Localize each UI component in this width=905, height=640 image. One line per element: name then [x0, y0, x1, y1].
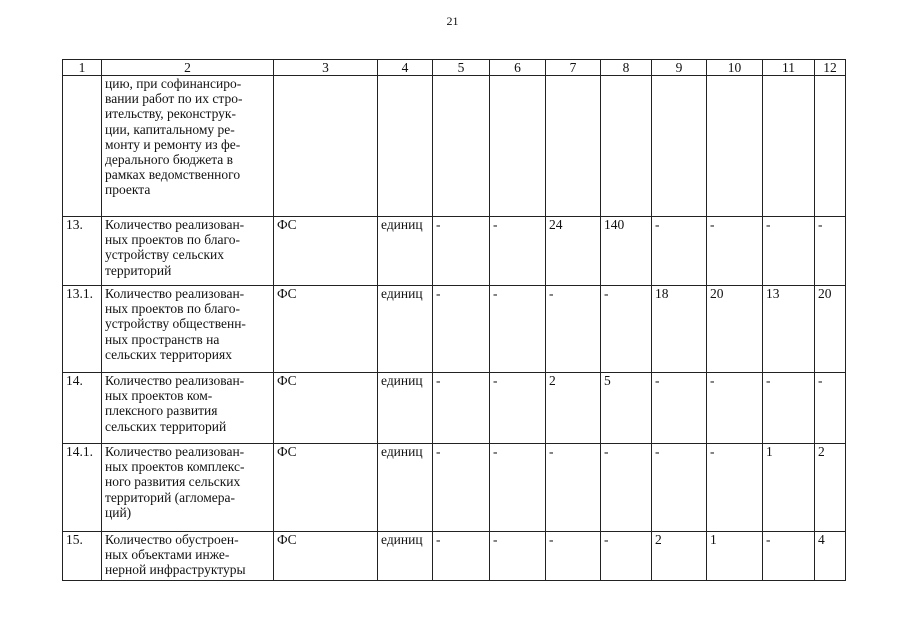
table-cell: единиц	[378, 444, 433, 532]
table-cell: -	[433, 217, 490, 286]
table-cell	[274, 76, 378, 217]
table-row	[63, 373, 846, 444]
column-number-row	[63, 60, 846, 76]
table-cell: -	[707, 373, 763, 444]
table-cell: -	[707, 217, 763, 286]
column-header: 2	[102, 60, 274, 76]
column-header: 3	[274, 60, 378, 76]
table-cell	[433, 76, 490, 217]
table-cell: -	[652, 217, 707, 286]
row-number-cell	[63, 76, 102, 217]
row-number-cell: 13.	[63, 217, 102, 286]
table-cell: -	[652, 444, 707, 532]
table-row	[63, 444, 846, 532]
table-cell: -	[490, 217, 546, 286]
table-cell	[652, 76, 707, 217]
column-header: 1	[63, 60, 102, 76]
table-cell: 2	[652, 532, 707, 581]
table-row	[63, 217, 846, 286]
table-cell: ФС	[274, 373, 378, 444]
table-cell: -	[763, 532, 815, 581]
table-cell: -	[490, 373, 546, 444]
column-header: 5	[433, 60, 490, 76]
column-header: 11	[763, 60, 815, 76]
table-cell: единиц	[378, 373, 433, 444]
table-row	[63, 532, 846, 581]
table-row	[63, 286, 846, 373]
table-cell: 5	[601, 373, 652, 444]
table-body	[63, 76, 846, 581]
table-cell: -	[601, 286, 652, 373]
column-header: 10	[707, 60, 763, 76]
row-number-cell: 14.	[63, 373, 102, 444]
table-cell: -	[433, 286, 490, 373]
table-cell: -	[763, 373, 815, 444]
table-cell: -	[815, 373, 846, 444]
column-header: 12	[815, 60, 846, 76]
table-cell: -	[546, 444, 601, 532]
table-cell: -	[707, 444, 763, 532]
table-cell	[546, 76, 601, 217]
indicators-table	[62, 59, 846, 581]
table-cell: 13	[763, 286, 815, 373]
table-cell: единиц	[378, 286, 433, 373]
table-cell: -	[546, 286, 601, 373]
table-cell: 2	[815, 444, 846, 532]
column-header: 8	[601, 60, 652, 76]
table-row	[63, 76, 846, 217]
indicator-name-cell: цию, при софинансиро- вании работ по их стро- ительству, реконструк- ции, капитальному ре- монту и ремонту из фе- дерального бюджета в рамках ведомственного проекта	[102, 76, 274, 217]
table-cell	[815, 76, 846, 217]
table-cell	[378, 76, 433, 217]
table-cell: -	[490, 444, 546, 532]
table-cell: -	[490, 532, 546, 581]
table-cell: 140	[601, 217, 652, 286]
table-cell: -	[546, 532, 601, 581]
table-cell: ФС	[274, 444, 378, 532]
table-cell: 1	[707, 532, 763, 581]
table-cell: -	[433, 532, 490, 581]
table-cell: ФС	[274, 286, 378, 373]
table-cell: -	[433, 373, 490, 444]
page-number: 21	[446, 14, 459, 28]
column-header: 7	[546, 60, 601, 76]
row-number-cell: 13.1.	[63, 286, 102, 373]
table-cell	[601, 76, 652, 217]
table-cell	[707, 76, 763, 217]
row-number-cell: 14.1.	[63, 444, 102, 532]
indicator-name-cell: Количество реализован- ных проектов комплекс- ного развития сельских территорий (агломера- ций)	[102, 444, 274, 532]
table-cell: 18	[652, 286, 707, 373]
table-cell: 1	[763, 444, 815, 532]
table-cell: 4	[815, 532, 846, 581]
row-number-cell: 15.	[63, 532, 102, 581]
indicator-name-cell: Количество обустроен- ных объектами инже- нерной инфраструктуры	[102, 532, 274, 581]
table-cell: 24	[546, 217, 601, 286]
indicator-name-cell: Количество реализован- ных проектов по благо- устройству общественн- ных пространств на сельских территориях	[102, 286, 274, 373]
column-header: 4	[378, 60, 433, 76]
indicator-name-cell: Количество реализован- ных проектов по благо- устройству сельских территорий	[102, 217, 274, 286]
table-cell: -	[601, 532, 652, 581]
indicator-name-cell: Количество реализован- ных проектов ком- плексного развития сельских территорий	[102, 373, 274, 444]
table-cell: -	[433, 444, 490, 532]
table-cell: -	[763, 217, 815, 286]
column-header: 9	[652, 60, 707, 76]
table-cell: -	[490, 286, 546, 373]
table-cell: единиц	[378, 532, 433, 581]
table-cell	[763, 76, 815, 217]
table-cell: -	[652, 373, 707, 444]
table-cell: ФС	[274, 217, 378, 286]
column-header: 6	[490, 60, 546, 76]
table-cell: -	[815, 217, 846, 286]
table-cell: единиц	[378, 217, 433, 286]
table-cell: 20	[707, 286, 763, 373]
table-cell: 20	[815, 286, 846, 373]
table-cell: 2	[546, 373, 601, 444]
table-cell: ФС	[274, 532, 378, 581]
table-cell: -	[601, 444, 652, 532]
table-cell	[490, 76, 546, 217]
